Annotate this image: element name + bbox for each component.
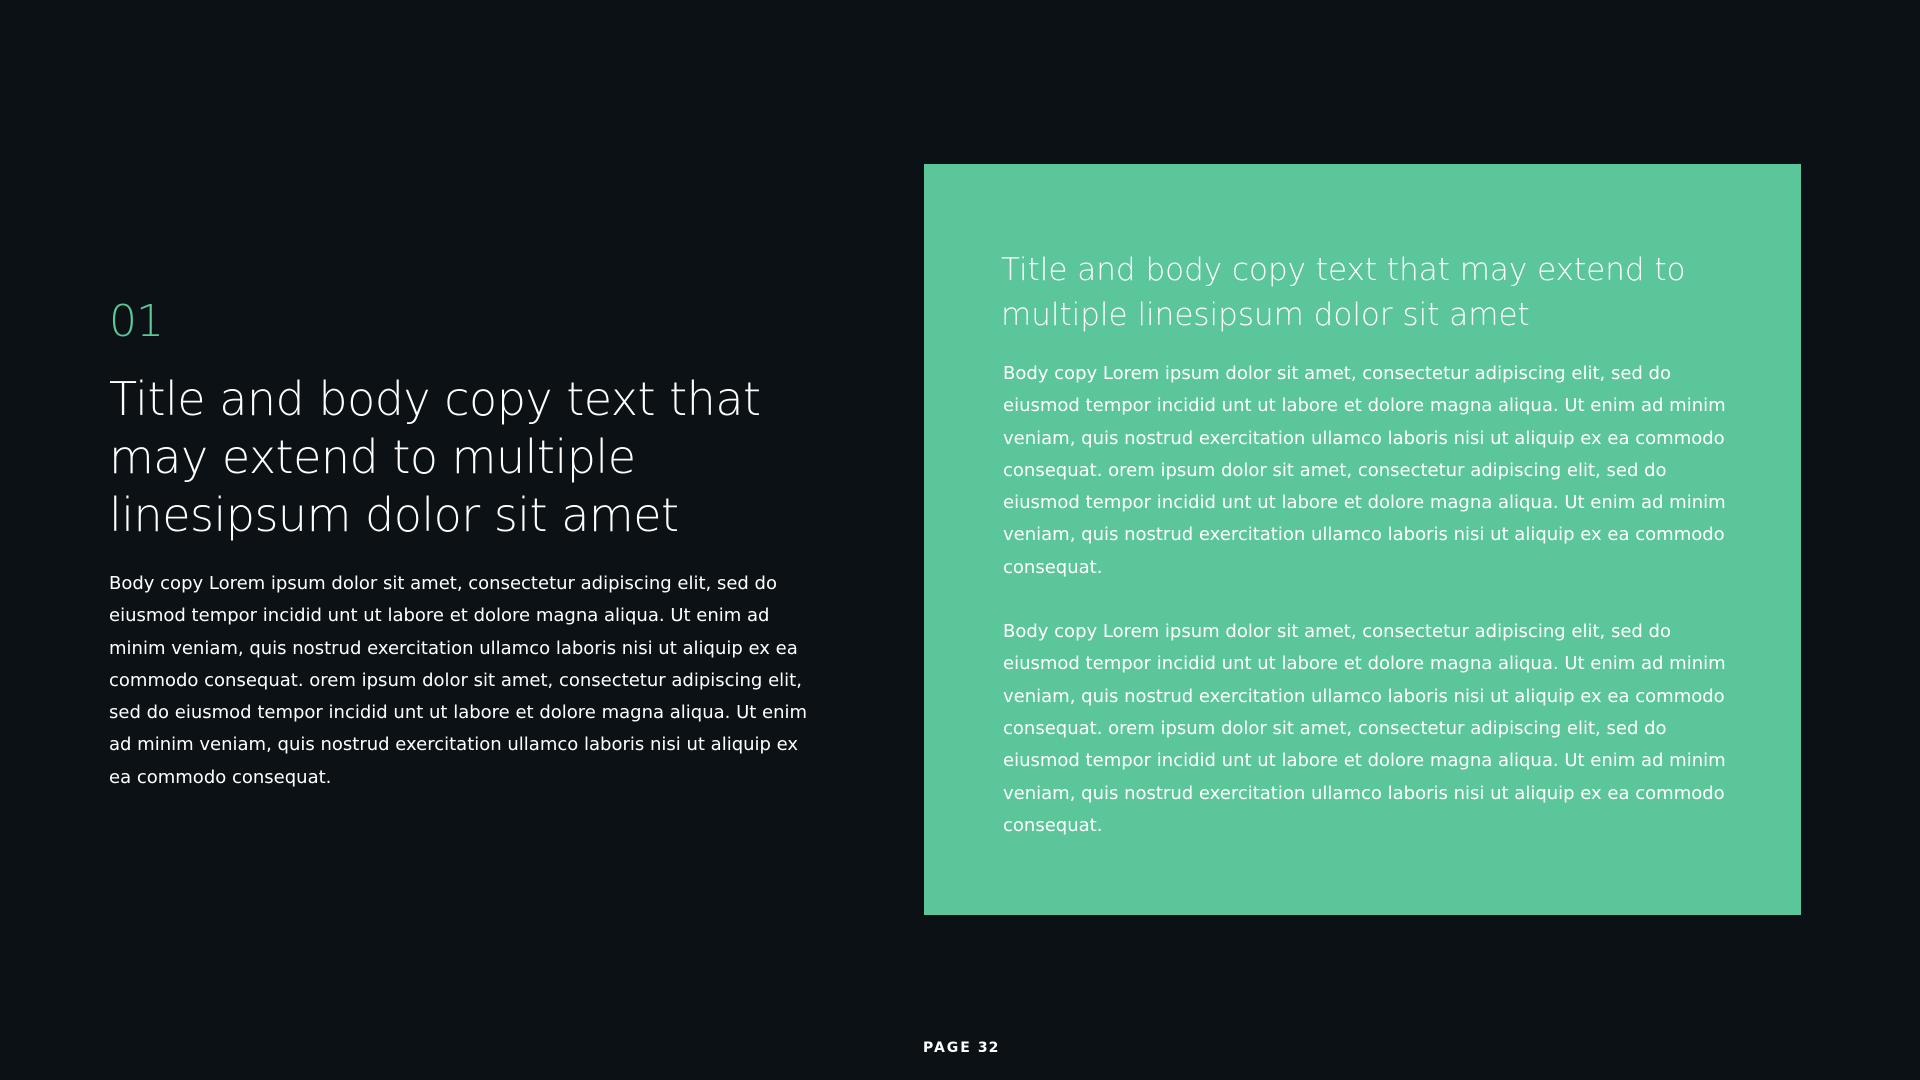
page-number: 32 bbox=[977, 1040, 1000, 1056]
left-body-text: Body copy Lorem ipsum dolor sit amet, consectetur adipiscing elit, sed do eiusmod tempor incidid unt ut labore et dolore magna aliqua. Ut enim ad minim veniam, quis nostrud exercitation ullamco laboris nisi ut aliquip ex ea commodo consequat. orem ipsum dolor sit amet, consectetur adipiscing elit, sed do eiusmod tempor incidid unt ut labore et dolore magna aliqua. Ut enim ad minim veniam, quis nostrud exercitation ullamco laboris nisi ut aliquip ex ea commodo consequat. bbox=[109, 573, 808, 788]
section-number: 01 bbox=[109, 296, 163, 347]
panel-paragraph-2: Body copy Lorem ipsum dolor sit amet, consectetur adipiscing elit, sed do eiusmod tempor incidid unt ut labore et dolore magna aliqua. Ut enim ad minim veniam, quis nostrud exercitation ullamco laboris nisi ut aliquip ex ea commodo consequat. orem ipsum dolor sit amet, consectetur adipiscing elit, sed do eiusmod tempor incidid unt ut labore et dolore magna aliqua. Ut enim ad minim veniam, quis nostrud exercitation ullamco laboris nisi ut aliquip ex ea commodo consequat. bbox=[1003, 621, 1726, 836]
left-column bbox=[109, 296, 819, 794]
panel-paragraph-1: Body copy Lorem ipsum dolor sit amet, consectetur adipiscing elit, sed do eiusmod tempor incidid unt ut labore et dolore magna aliqua. Ut enim ad minim veniam, quis nostrud exercitation ullamco laboris nisi ut aliquip ex ea commodo consequat. orem ipsum dolor sit amet, consectetur adipiscing elit, sed do eiusmod tempor incidid unt ut labore et dolore magna aliqua. Ut enim ad minim veniam, quis nostrud exercitation ullamco laboris nisi ut aliquip ex ea commodo consequat. bbox=[1003, 363, 1726, 578]
left-title: Title and body copy text that may extend to multiple linesipsum dolor sit amet bbox=[109, 372, 761, 542]
page-number-footer bbox=[923, 1040, 999, 1056]
panel-title: Title and body copy text that may extend to multiple linesipsum dolor sit amet bbox=[1001, 252, 1686, 333]
green-content-panel bbox=[924, 164, 1801, 915]
page-label: PAGE bbox=[923, 1040, 972, 1056]
panel-content bbox=[1001, 248, 1741, 874]
